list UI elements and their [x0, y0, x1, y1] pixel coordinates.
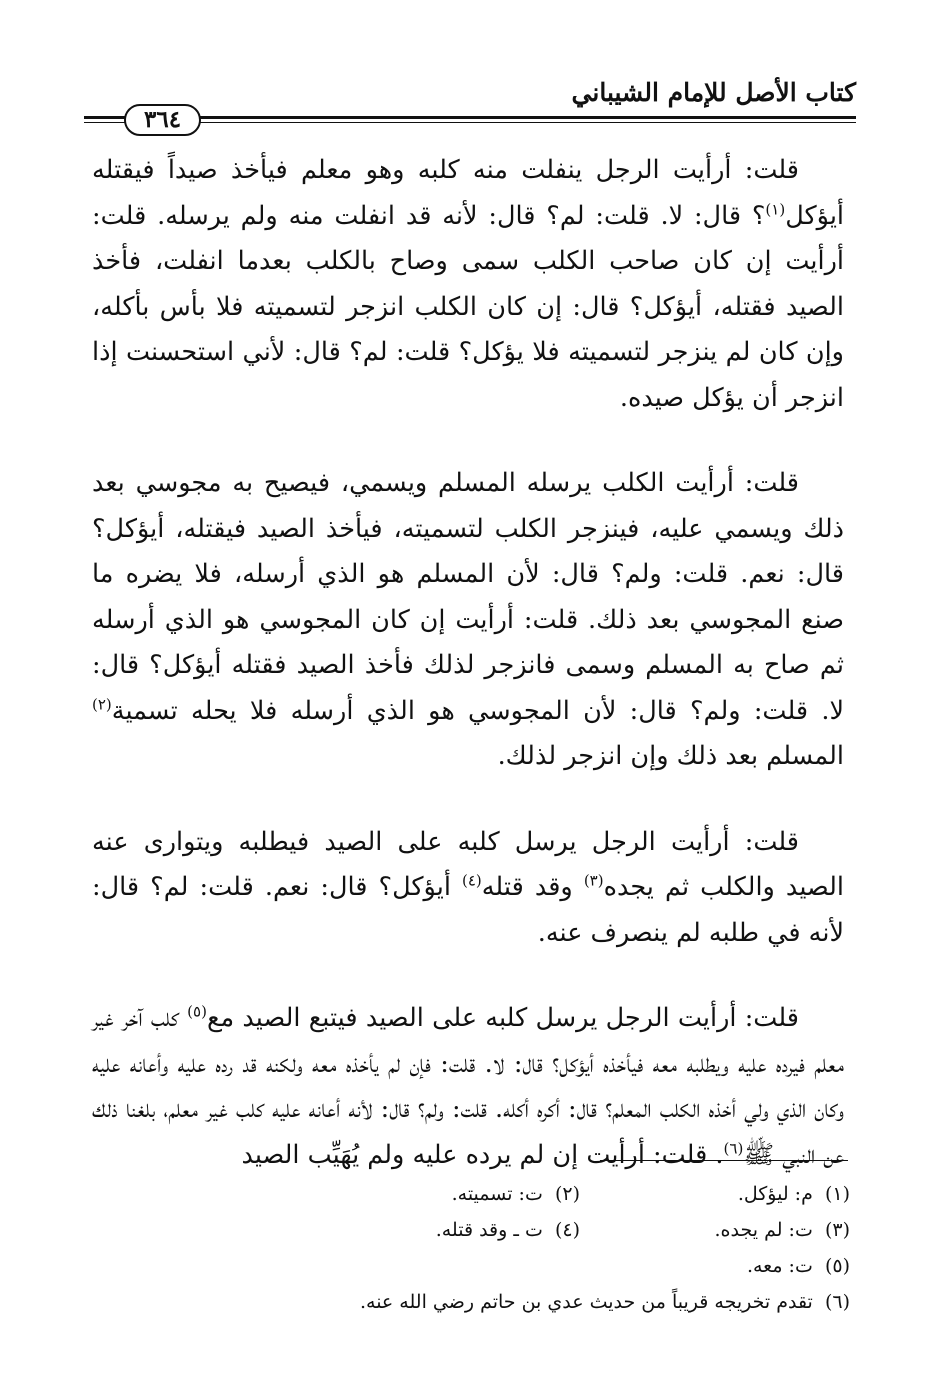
footnote-marker: (٢)	[92, 695, 112, 713]
footnote	[580, 1248, 850, 1284]
footnote-text: ت: لم يجده.	[714, 1219, 813, 1241]
footnote-text: ت: معه.	[746, 1255, 813, 1277]
footnotes	[300, 1176, 850, 1320]
footnote-number: (١)	[824, 1183, 850, 1205]
footnote	[310, 1176, 580, 1212]
text-run: قلت: أرأيت الرجل يرسل كلبه على الصيد فيتبع الصيد مع	[206, 1003, 799, 1033]
footnote-marker: (٣)	[583, 871, 604, 890]
footnote-text: تقدم تخريجه قريباً من حديث عدي بن حاتم رضي الله عنه.	[359, 1291, 813, 1313]
book-title: كتاب الأصل للإمام الشيباني	[571, 78, 856, 107]
footnote-marker: (٦)	[723, 1139, 744, 1157]
page-header	[84, 78, 856, 148]
footnote	[580, 1176, 850, 1212]
footnote-number: (٢)	[554, 1183, 580, 1205]
footnote-number: (٤)	[554, 1219, 580, 1241]
text-run: قلت: أرأيت الرجل يرسل كلبه على الصيد فيطلبه ويتوارى عنه الصيد والكلب ثم يجده	[92, 826, 844, 902]
footnote-text: م: ليؤكل.	[737, 1183, 813, 1205]
text-run: . قلت: أرأيت إن لم يرده عليه ولم يُهَيِّب الصيد	[241, 1139, 724, 1170]
text-run: أيؤكل؟ قال: نعم. قلت: لم؟ قال: لأنه في طلبه لم ينصرف عنه.	[92, 872, 844, 948]
footnote-separator	[600, 1160, 848, 1161]
footnote-marker: (٤)	[461, 871, 482, 890]
paragraph	[92, 996, 844, 1178]
footnote-number: (٣)	[824, 1219, 850, 1241]
footnote-number: (٥)	[824, 1255, 850, 1277]
footnote-row	[300, 1284, 850, 1320]
text-run: ؟ قال: لا. قلت: لم؟ قال: لأنه قد انفلت منه ولم يرسله. قلت: أرأيت إن كان صاحب الكلب سمى وصاح بالكلب بعدما انفلت، فأخذ الصيد فقتله، أيؤكل؟ قال: إن كان الكلب انزجر لتسميته فلا بأس بأكله، وإن كان لم ينزجر لتسميته فلا يؤكل؟ قلت: لم؟ قال: لأني استحسنت إذا انزجر أن يؤكل صيده.	[92, 200, 844, 413]
text-run: قلت: أرأيت الكلب يرسله المسلم ويسمي، فيصيح به مجوسي بعد ذلك ويسمي عليه، فينزجر الكلب لتسميته، فيأخذ الصيد فيقتله، أيؤكل؟ قال: نعم. قلت: ولم؟ قال: لأن المسلم هو الذي أرسله، فلا يضره ما صنع المجوسي بعد ذلك. قلت: أرأيت إن كان المجوسي هو الذي أرسله ثم صاح به المسلم وسمى فانزجر لذلك فأخذ الصيد فقتله أيؤكل؟ قال: لا. قلت: ولم؟ قال: لأن المجوسي هو الذي أرسله فلا يحله تسمية	[92, 468, 844, 726]
page-number: ٣٦٤	[124, 104, 201, 136]
footnote-row	[300, 1212, 850, 1248]
footnote-text: ت: تسميته.	[451, 1183, 543, 1205]
footnote-marker: (٥)	[187, 1002, 207, 1021]
paragraph	[92, 820, 844, 957]
text-run: كلب آخر غير معلم فيرده عليه ويطلبه معه فيأخذه أيؤكل؟ قال: لا. قلت: فإن لم يأخذه معه ولكنه قد رده عليه وأعانه عليه وكان الذي ولي أخذه الكلب المعلم؟ قال: أكره أكله. قلت: ولم؟ قال: لأنه أعانه عليه كلب غير معلم، بلغنا ذلك عن النبي ﷺ	[92, 1003, 844, 1170]
text-run: المسلم بعد ذلك وإن انزجر لذلك.	[497, 741, 844, 771]
footnote-row	[300, 1248, 850, 1284]
footnote-number: (٦)	[824, 1291, 850, 1313]
footnote-text: ت ـ وقد قتله.	[435, 1219, 543, 1241]
footnote	[310, 1212, 580, 1248]
footnote	[300, 1284, 850, 1320]
main-text	[92, 148, 844, 1178]
text-run: وقد قتله	[481, 872, 584, 902]
text-run: قلت: أرأيت الرجل ينفلت منه كلبه وهو معلم فيأخذ صيداً فيقتله أيؤكل	[92, 155, 844, 231]
footnote-marker: (١)	[765, 200, 786, 218]
footnote	[580, 1212, 850, 1248]
footnote-row	[300, 1176, 850, 1212]
paragraph	[92, 461, 844, 780]
paragraph	[92, 148, 844, 421]
